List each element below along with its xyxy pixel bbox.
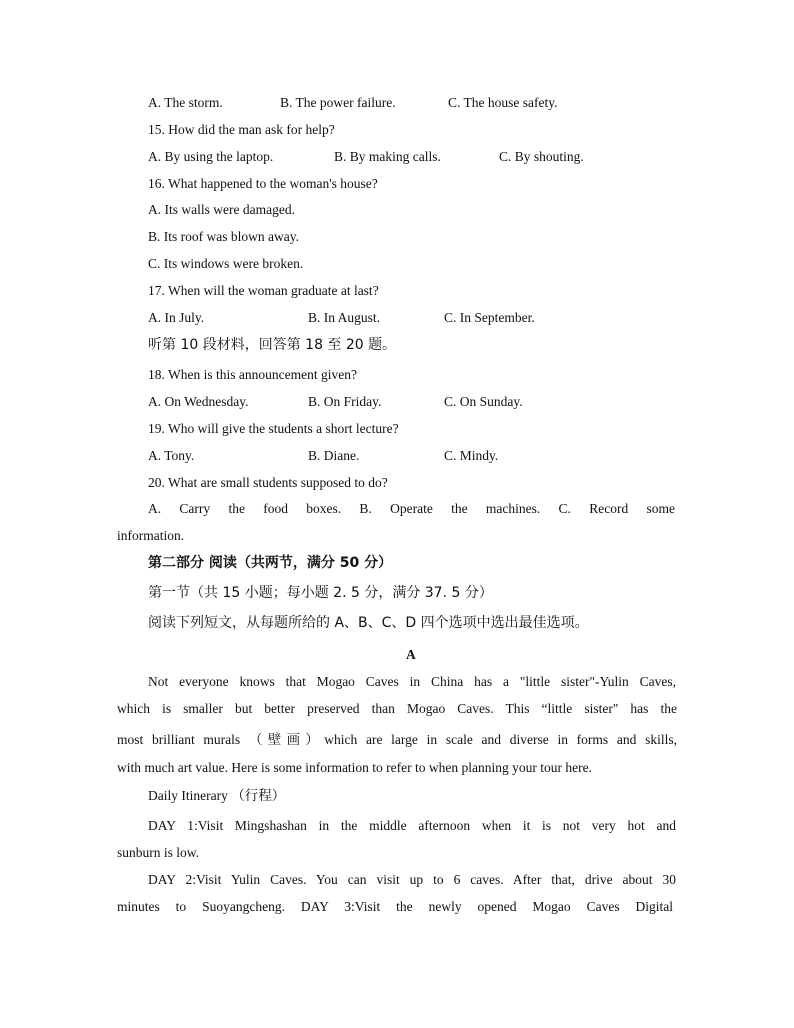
itinerary-heading: Daily Itinerary （行程） (148, 788, 286, 803)
q17-option-c: C. In September. (444, 310, 535, 325)
q15-stem: 15. How did the man ask for help? (148, 122, 335, 137)
q15-option-a: A. By using the laptop. (148, 149, 274, 164)
q20-options-line: A. Carry the food boxes. B. Operate the machines. C. Record some (148, 501, 675, 516)
part2-instructions: 阅读下列短文，从每题所给的 A、B、C、D 四个选项中选出最佳选项。 (148, 615, 589, 631)
section-10-heading: 听第 10 段材料，回答第 18 至 20 题。 (148, 337, 397, 353)
q19-stem: 19. Who will give the students a short lecture? (148, 421, 399, 436)
passage-letter: A (406, 647, 416, 662)
q15-option-b: B. By making calls. (334, 149, 441, 164)
q16-option-a: A. Its walls were damaged. (148, 202, 295, 217)
q18-option-b: B. On Friday. (308, 394, 382, 409)
day2-line2: minutes to Suoyangcheng. DAY 3:Visit the newly opened Mogao Caves Digital (117, 899, 673, 914)
day2-line1: DAY 2:Visit Yulin Caves. You can visit up to 6 caves. After that, drive about 30 (148, 872, 676, 887)
q19-option-b: B. Diane. (308, 448, 360, 463)
q18-option-a: A. On Wednesday. (148, 394, 249, 409)
para1-line2: which is smaller but better preserved than Mogao Caves. This “little sister" has the (117, 701, 677, 716)
q17-stem: 17. When will the woman graduate at last? (148, 283, 379, 298)
q18-stem: 18. When is this announcement given? (148, 367, 357, 382)
day1-line1: DAY 1:Visit Mingshashan in the middle afternoon when it is not very hot and (148, 818, 676, 833)
q15-option-c: C. By shouting. (499, 149, 584, 164)
q20-options-continuation: information. (117, 528, 185, 543)
para1-line1: Not everyone knows that Mogao Caves in China has a "little sister"-Yulin Caves, (148, 674, 676, 689)
q14-option-c: C. The house safety. (448, 95, 558, 110)
q18-option-c: C. On Sunday. (444, 394, 523, 409)
q19-option-c: C. Mindy. (444, 448, 499, 463)
part2-title: 第二部分 阅读（共两节，满分 50 分） (148, 555, 393, 571)
q17-option-b: B. In August. (308, 310, 381, 325)
part2-subtitle: 第一节（共 15 小题；每小题 2. 5 分，满分 37. 5 分） (148, 585, 493, 601)
q14-option-b: B. The power failure. (280, 95, 396, 110)
para1-line4: with much art value. Here is some information to refer to when planning your tour here. (117, 760, 592, 775)
q16-option-b: B. Its roof was blown away. (148, 229, 299, 244)
para1-line3: most brilliant murals （壁画）which are large in scale and diverse in forms and skills, (117, 732, 677, 747)
q16-stem: 16. What happened to the woman's house? (148, 176, 378, 191)
q16-option-c: C. Its windows were broken. (148, 256, 304, 271)
day1-line2: sunburn is low. (117, 845, 200, 860)
q14-option-a: A. The storm. (148, 95, 223, 110)
q17-option-a: A. In July. (148, 310, 205, 325)
q19-option-a: A. Tony. (148, 448, 195, 463)
q20-stem: 20. What are small students supposed to do? (148, 475, 388, 490)
